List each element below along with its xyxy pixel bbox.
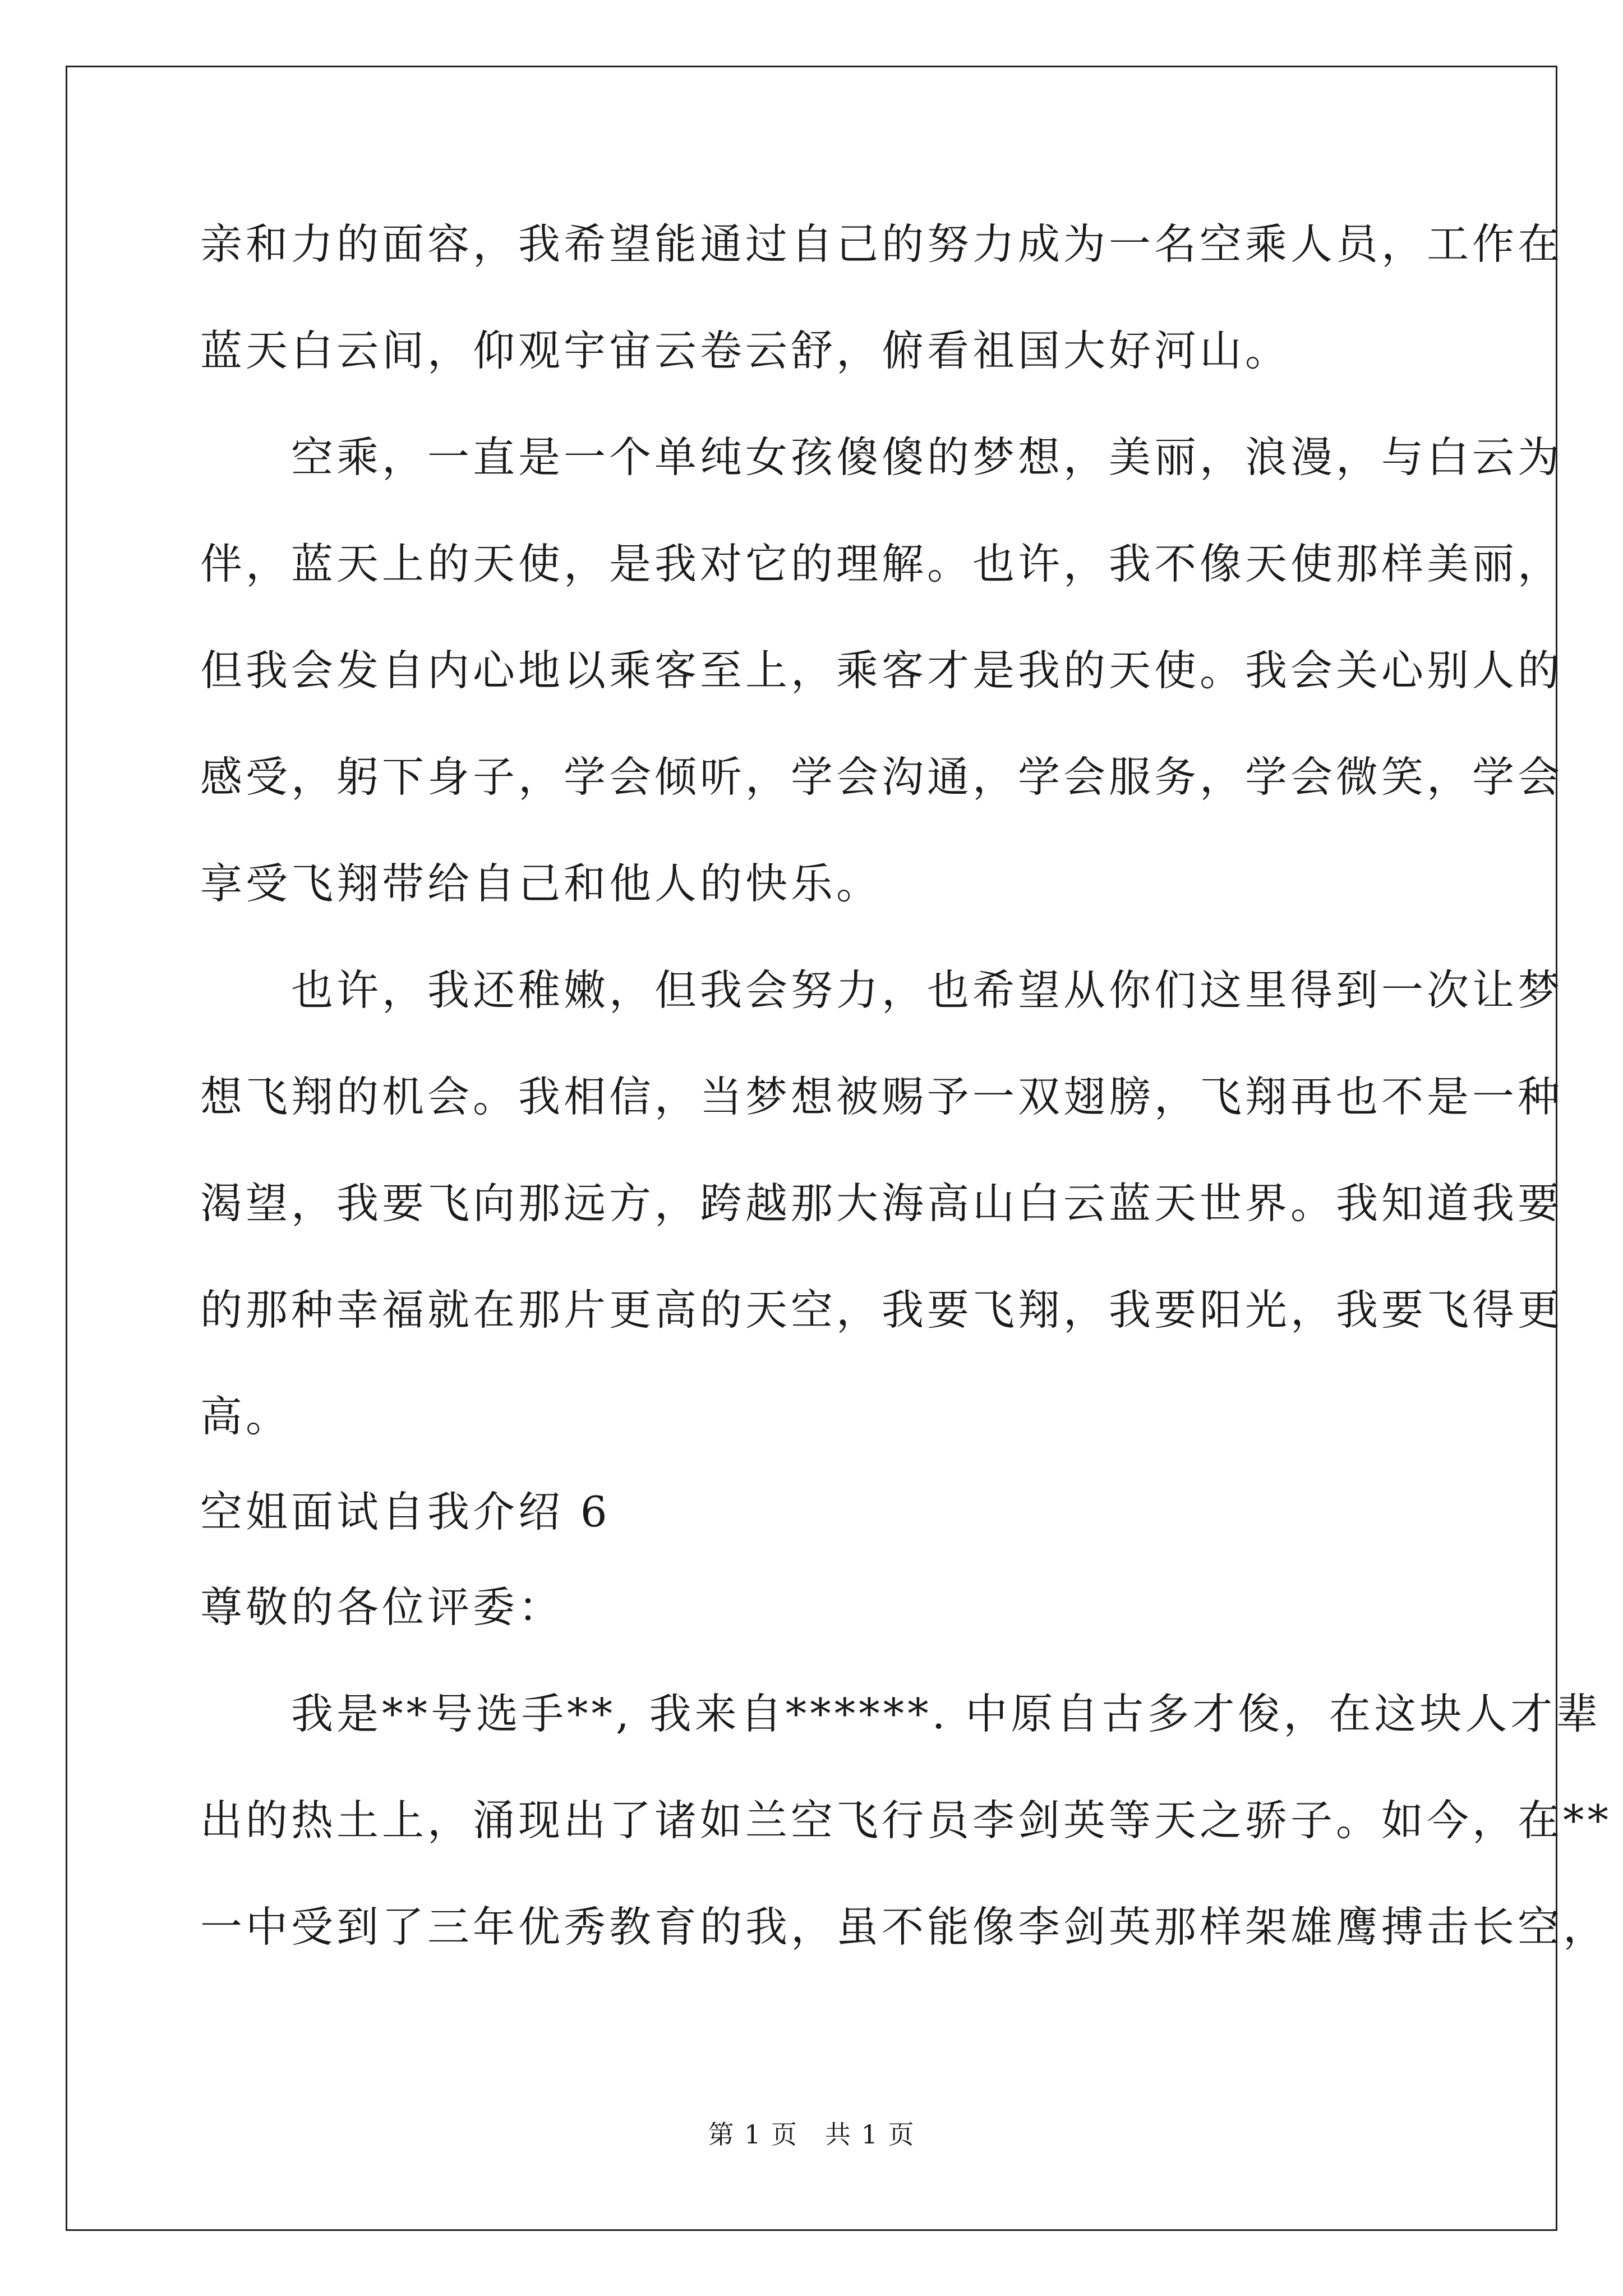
text-line: 蓝天白云间，仰观宇宙云卷云舒，俯看祖国大好河山。 (200, 326, 1291, 375)
text-line: 渴望，我要飞向那远方，跨越那大海高山白云蓝天世界。我知道我要 (200, 1179, 1564, 1228)
text-line: 的那种幸福就在那片更高的天空，我要飞翔，我要阳光，我要飞得更 (200, 1285, 1564, 1335)
text-line: 也许，我还稚嫩，但我会努力，也希望从你们这里得到一次让梦 (200, 965, 1564, 1015)
text-line: 亲和力的面容，我希望能通过自己的努力成为一名空乘人员，工作在 (200, 219, 1564, 269)
page-footer: 第 1 页 共 1 页 (708, 2119, 915, 2150)
text-line: 想飞翔的机会。我相信，当梦想被赐予一双翅膀，飞翔再也不是一种 (200, 1072, 1564, 1121)
text-line: 高。 (200, 1392, 292, 1441)
text-line: 一中受到了三年优秀教育的我，虽不能像李剑英那样架雄鹰搏击长空， (200, 1902, 1609, 1952)
section-heading: 空姐面试自我介绍 6 (200, 1487, 611, 1536)
text-line: 我是**号选手**, 我来自******. 中原自古多才俊，在这块人才辈 (200, 1689, 1602, 1738)
salutation: 尊敬的各位评委： (200, 1582, 564, 1632)
text-line: 空乘，一直是一个单纯女孩傻傻的梦想，美丽，浪漫，与白云为 (200, 432, 1564, 482)
text-line: 出的热土上，涌现出了诸如兰空飞行员李剑英等天之骄子。如今，在** (200, 1796, 1612, 1845)
text-line: 享受飞翔带给自己和他人的快乐。 (200, 859, 882, 908)
text-line: 感受，躬下身子，学会倾听，学会沟通，学会服务，学会微笑，学会 (200, 752, 1564, 802)
text-line: 但我会发自内心地以乘客至上，乘客才是我的天使。我会关心别人的 (200, 646, 1564, 695)
text-line: 伴，蓝天上的天使，是我对它的理解。也许，我不像天使那样美丽， (200, 539, 1564, 588)
